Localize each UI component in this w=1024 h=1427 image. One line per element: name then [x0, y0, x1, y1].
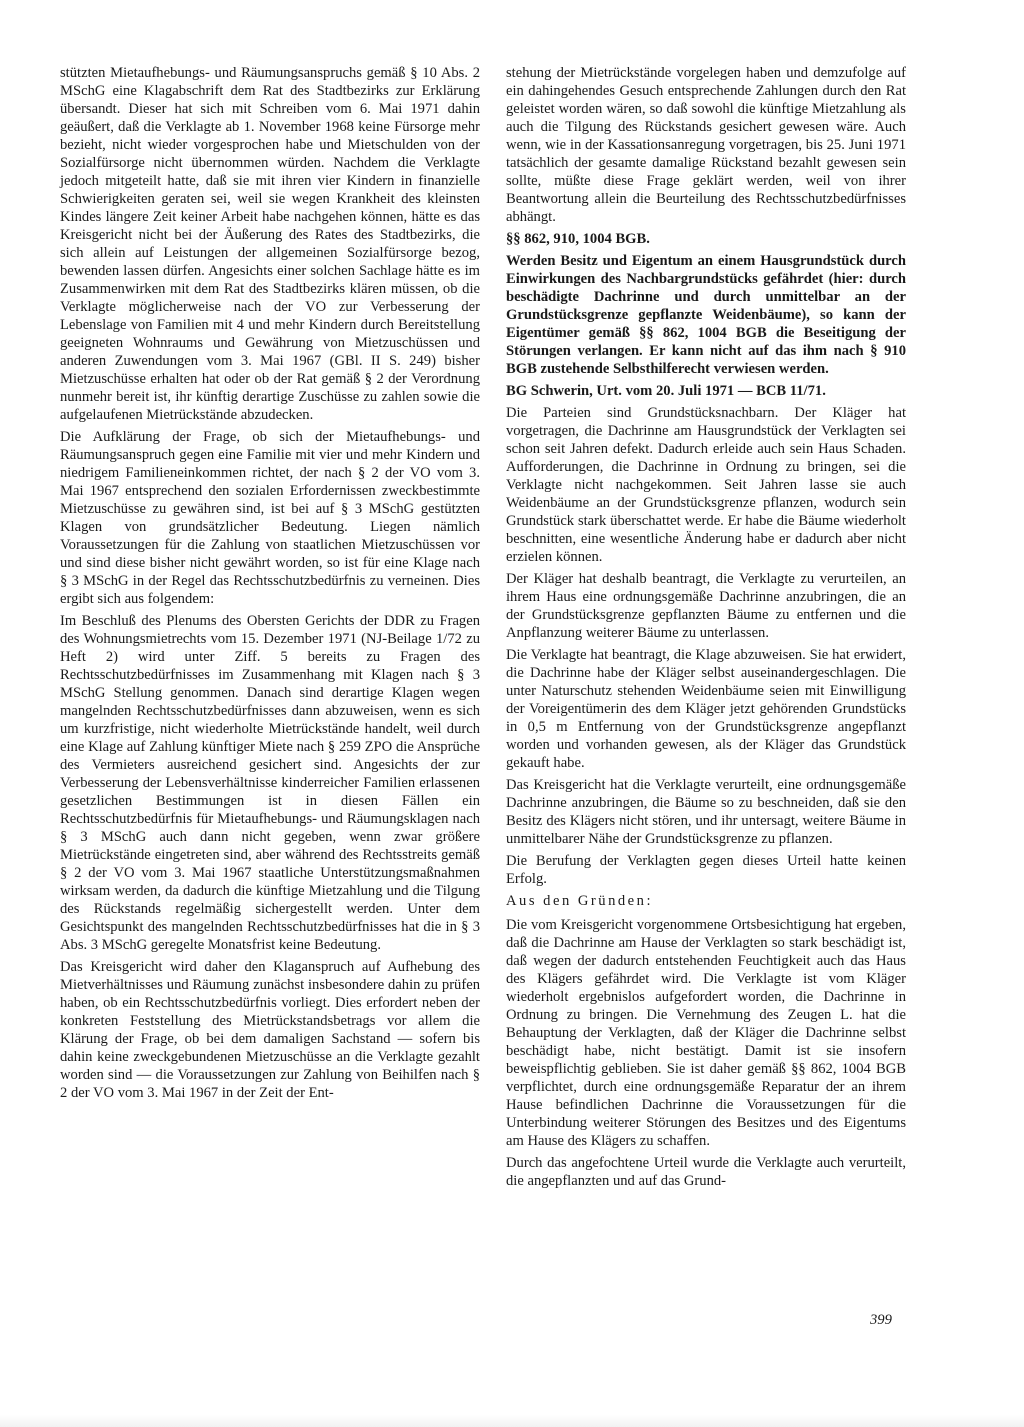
- body-paragraph: Die Aufklärung der Frage, ob sich der Mietaufhebungs- und Räumungsanspruch gegen eine Familie mit vier und mehr Kindern und niedrigem Familieneinkommen richtet, der nach § 2 der VO vom 3. Mai 1967 entsprechend den sozialen Erfordernissen zweckbestimmte Mietzuschüsse zu gewähren sind, ist bei auf § 3 MSchG gestützten Klagen von grundsätzlicher Bedeutung. Liegen nämlich Voraussetzungen für die Zahlung von staatlichen Mietzuschüssen vor und sind diese bisher nicht gewährt worden, so ist für eine Klage nach § 3 MSchG in der Regel das Rechtsschutzbedürfnis zu verneinen. Dies ergibt sich aus folgendem:: [60, 429, 480, 607]
- reasons-paragraph: Die vom Kreisgericht vorgenommene Ortsbesichtigung hat ergeben, daß die Dachrinne am Hause der Verklagten so stark beschädigt ist, daß wegen der dadurch entstehenden Feuchtigkeit auch das Haus des Klägers gefährdet wird. Die Verklagte ist vom Kläger wiederholt ergebnislos aufgefordert worden, die Dachrinne in Ordnung zu bringen. Die Vernehmung des Zeugen L. hat die Behauptung der Verklagten, daß der Kläger die Dachrinne selbst beschädigt habe, nicht bestätigt. Damit ist sie insofern beweispflichtig geblieben. Sie ist daher gemäß §§ 862, 1004 BGB verpflichtet, durch eine ordnungsgemäße Reparatur der an ihrem Hause befindlichen Dachrinne die Voraussetzungen für die Unterbindung weiterer Störungen des Besitzes und des Eigentums am Hause des Klägers zu schaffen.: [506, 917, 906, 1149]
- body-paragraph: Die Berufung der Verklagten gegen dieses Urteil hatte keinen Erfolg.: [506, 853, 906, 887]
- statute-citation: §§ 862, 910, 1004 BGB.: [506, 231, 650, 247]
- body-paragraph: stützten Mietaufhebungs- und Räumungsanspruchs gemäß § 10 Abs. 2 MSchG eine Klagabschrift dem Rat des Stadtbezirks zur Erklärung übersandt. Dieser hat sich mit Schreiben vom 6. Mai 1971 dahin geäußert, daß die Verklagte ab 1. November 1968 keine Fürsorge mehr bezieht, nicht wieder vorgesprochen habe und Mietschulden von der Sozialfürsorge nicht übernommen würden. Nachdem die Verklagte jedoch mitgeteilt hatte, daß sie mit ihren vier Kindern in finanzielle Schwierigkeiten geraten sei, weil sie wegen Krankheit des kleinsten Kindes längere Zeit keiner Arbeit habe nachgehen können, hätte es das Kreisgericht nicht bei der Äußerung des Rates des Stadtbezirks, die sich allein auf Leistungen der allgemeinen Sozialfürsorge bezog, bewenden lassen dürfen. Angesichts einer solchen Sachlage hätte es im Zusammenwirken mit dem Rat des Stadtbezirks klären müssen, ob die Verklagte möglicherweise nach der VO zur Verbesserung der Lebenslage von Familien mit 4 und mehr Kindern durch Bereitstellung geeigneten Wohnraums und Gewährung von Mietzuschüssen und anderen Zuwendungen vom 3. Mai 1967 (GBl. II S. 249) bisher Mietzuschüsse erhalten hat oder ob der Rat gemäß § 2 der Verordnung nunmehr bereit ist, ihr künftig derartige Zuschüsse zu zahlen sowie die aufgelaufenen Mietrückstände abzudecken.: [60, 65, 480, 423]
- right-column: [506, 64, 906, 1194]
- page-number: 399: [870, 1312, 892, 1328]
- body-paragraph: Im Beschluß des Plenums des Obersten Gerichts der DDR zu Fragen des Wohnungsmietrechts vom 15. Dezember 1971 (NJ-Beilage 1/72 zu Heft 2) wird unter Ziff. 5 bereits zu Fragen des Rechtsschutzbedürfnisses im Zusammenhang mit Klagen nach § 3 MSchG Stellung genommen. Danach sind derartige Klagen wegen mangelnden Rechtsschutzbedürfnisses dann abzuweisen, wenn es sich um kurzfristige, nicht wiederholte Mietrückstände handelt, weil durch eine Klage auf Zahlung künftiger Miete nach § 259 ZPO die Ansprüche des Vermieters ausreichend gesichert sind. Angesichts der zur Verbesserung der Lebensverhältnisse kinderreicher Familien erlassenen gesetzlichen Bestimmungen ist in diesen Fällen ein Rechtsschutzbedürfnis für Mietaufhebungs- und Räumungsklagen nach § 3 MSchG auch dann nicht gegeben, wenn zwar größere Mietrückstände eingetreten sind, aber während des Rechtsstreits gemäß § 2 der VO vom 3. Mai 1967 staatliche Unterstützungsmaßnahmen wirksam werden, da dadurch die künftige Mietzahlung und die Tilgung des Rückstands regelmäßig sichergestellt werden. Unter dem Gesichtspunkt des mangelnden Rechtsschutzbedürfnisses hat die in § 3 Abs. 3 MSchG geregelte Monatsfrist keine Bedeutung.: [60, 613, 480, 953]
- body-paragraph: Die Verklagte hat beantragt, die Klage abzuweisen. Sie hat erwidert, die Dachrinne habe der Kläger selbst auseinandergeschlagen. Die unter Naturschutz stehenden Weidenbäume seien mit Einwilligung der Voreigentümerin des dem Kläger jetzt gehörenden Grundstücks in 0,5 m Entfernung von der Grundstücksgrenze angepflanzt worden und vorhanden gewesen, als der Kläger das Grundstück gekauft habe.: [506, 647, 906, 771]
- continuation-paragraph: stehung der Mietrückstände vorgelegen haben und demzufolge auf ein dahingehendes Gesuch entsprechende Zahlungen durch den Rat geleistet worden wären, so daß sowohl die künftige Mietzahlung als auch die Tilgung des Rückstands gesichert gewesen wäre. Auch wenn, wie in der Kassationsanregung vorgetragen, bis 25. Juni 1971 tatsächlich der gesamte damalige Rückstand bezahlt gewesen sein sollte, müßte diese Frage geklärt werden, weil von ihrer Beantwortung allein die Beurteilung des Rechtsschutzbedürfnisses abhängt.: [506, 65, 906, 225]
- body-paragraph: Das Kreisgericht hat die Verklagte verurteilt, eine ordnungsgemäße Dachrinne anzubringen, die Bäume so zu beschneiden, daß sie den Besitz des Klägers nicht stören, und ihr untersagt, weitere Bäume in unmittelbarer Nähe der Grundstücksgrenze zu pflanzen.: [506, 777, 906, 847]
- body-paragraph: Der Kläger hat deshalb beantragt, die Verklagte zu verurteilen, an ihrem Haus eine ordnungsgemäße Dachrinne anzubringen, die an der Grundstücksgrenze gepflanzten Bäume zu entfernen und die Anpflanzung weiterer Bäume zu unterlassen.: [506, 571, 906, 641]
- scan-edge: [0, 1415, 1024, 1427]
- court-reference: BG Schwerin, Urt. vom 20. Juli 1971 — BCB 11/71.: [506, 383, 826, 399]
- body-paragraph: Das Kreisgericht wird daher den Klaganspruch auf Aufhebung des Mietverhältnisses und Räumung zunächst insbesondere dahin zu prüfen haben, ob ein Rechtsschutzbedürfnis vorliegt. Dies erfordert neben der konkreten Feststellung des Mietrückstandsbetrags vor allem die Klärung der Frage, ob bei dem damaligen Sachstand — sofern bis dahin keine zweckgebundenen Mietzuschüsse an die Verklagte gezahlt worden sind — die Voraussetzungen zur Zahlung von Beihilfen nach § 2 der VO vom 3. Mai 1967 in der Zeit der Ent-: [60, 959, 480, 1101]
- left-column: [60, 64, 480, 1106]
- section-heading: Aus den Gründen:: [506, 893, 654, 909]
- leitsatz-heading: Werden Besitz und Eigentum an einem Hausgrundstück durch Einwirkungen des Nachbargrundstücks gefährdet (hier: durch beschädigte Dachrinne und durch unmittelbar an der Grundstücksgrenze gepflanzte Weidenbäume), so kann der Eigentümer gemäß §§ 862, 1004 BGB die Beseitigung der Störungen verlangen. Er kann nicht auf das ihm nach § 910 BGB zustehende Selbsthilferecht verwiesen werden.: [506, 253, 906, 377]
- body-paragraph: Die Parteien sind Grundstücksnachbarn. Der Kläger hat vorgetragen, die Dachrinne am Hausgrundstück der Verklagten sei schon seit Jahren defekt. Dadurch erleide auch sein Haus Schaden. Aufforderungen, die Dachrinne in Ordnung zu bringen, sei die Verklagte nicht nachgekommen. Seit Jahren lasse sie auch Weidenbäume an der Grundstücksgrenze pflanzen, wodurch sein Grundstück stark überschattet werde. Er habe die Bäume wiederholt beschnitten, eine wesentliche Änderung habe er dadurch aber nicht erzielen können.: [506, 405, 906, 565]
- reasons-paragraph: Durch das angefochtene Urteil wurde die Verklagte auch verurteilt, die angepflanzten und auf das Grund-: [506, 1155, 906, 1189]
